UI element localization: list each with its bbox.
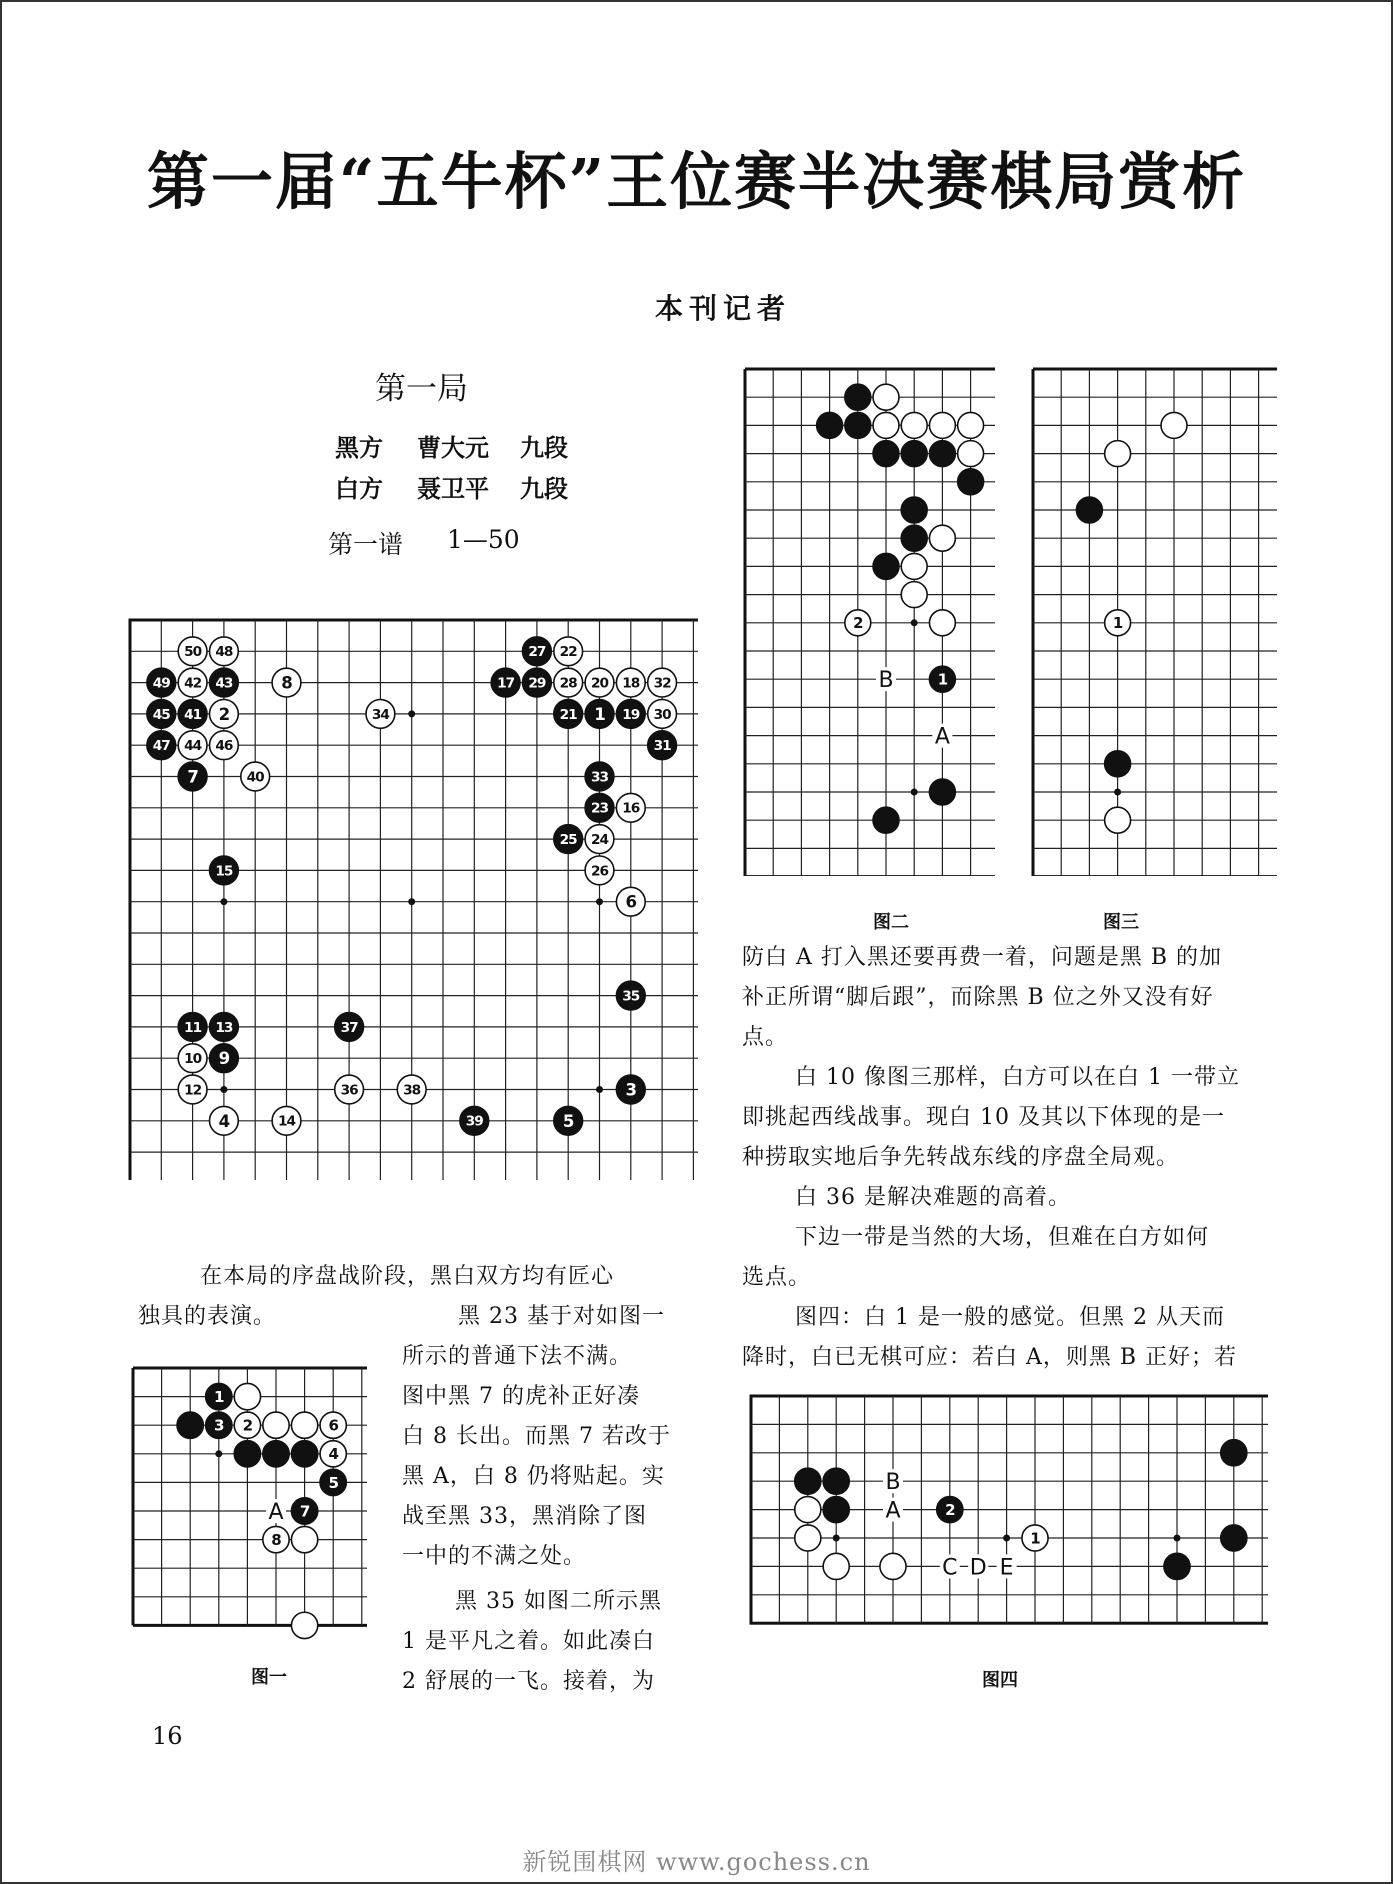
text-line: 白 36 是解决难题的高着。	[795, 1185, 1071, 1210]
white-stone	[901, 412, 927, 438]
text-line: 一中的不满之处。	[402, 1544, 587, 1569]
stone-move-number: 47	[152, 738, 170, 755]
white-side-label: 白方	[335, 474, 383, 503]
black-stone	[1164, 1553, 1190, 1579]
text-line: 补正所谓“脚后跟”，而除黑 B 位之外又没有好	[742, 985, 1214, 1010]
text-line: 黑 23 基于对如图一	[458, 1304, 665, 1329]
white-stone	[873, 412, 899, 438]
text-line: 图中黑 7 的虎补正好凑	[402, 1384, 640, 1409]
figure-4-go-board	[748, 1393, 1268, 1636]
star-point	[1114, 789, 1121, 796]
white-stone	[1105, 441, 1131, 467]
white-stone	[958, 441, 984, 467]
stone-move-number: 1	[594, 704, 605, 724]
black-stone	[929, 441, 955, 467]
text-line: 1 是平凡之着。如此凑白	[402, 1629, 655, 1654]
white-stone	[234, 1383, 260, 1409]
stone-move-number: 43	[215, 675, 233, 692]
stone-move-number: 7	[187, 767, 198, 787]
stone-move-number: 1	[1112, 614, 1123, 633]
text-line: 图四：白 1 是一般的感觉。但黑 2 从天而	[795, 1305, 1225, 1330]
black-stone	[823, 1468, 849, 1494]
board-mark-label: A	[885, 1498, 901, 1524]
black-stone	[873, 441, 899, 467]
black-stone	[177, 1412, 203, 1438]
stone-move-number: 28	[559, 675, 577, 692]
text-line: 下边一带是当然的大场，但难在白方如何	[795, 1225, 1210, 1250]
black-stone	[901, 525, 927, 551]
stone-move-number: 4	[328, 1445, 338, 1464]
stone-move-number: 42	[184, 675, 202, 692]
star-point	[408, 898, 415, 905]
white-stone	[929, 412, 955, 438]
stone-move-number: 24	[590, 832, 609, 849]
board-mark-label: A	[268, 1500, 284, 1525]
board-mark-label: E	[999, 1555, 1014, 1581]
white-stone	[1161, 412, 1187, 438]
black-stone	[901, 497, 927, 523]
white-stone	[958, 412, 984, 438]
stone-move-number: 32	[653, 675, 671, 692]
stone-move-number: 4	[218, 1111, 230, 1131]
black-stone	[817, 412, 843, 438]
stone-move-number: 6	[625, 892, 637, 912]
stone-move-number: 11	[184, 1019, 202, 1036]
text-line: 独具的表演。	[138, 1304, 277, 1329]
stone-move-number: 22	[559, 644, 577, 661]
stone-move-number: 23	[590, 800, 609, 817]
stone-move-number: 26	[590, 863, 609, 880]
text-line: 白 10 像图三那样，白方可以在白 1 一带立	[795, 1065, 1240, 1090]
white-stone	[929, 610, 955, 636]
white-stone	[291, 1412, 317, 1438]
game-title: 第一局	[375, 371, 468, 407]
stone-move-number: 45	[152, 706, 170, 723]
figure-3-go-board	[1030, 366, 1280, 876]
stone-move-number: 44	[184, 738, 202, 755]
star-point	[215, 1450, 222, 1457]
black-stone	[958, 469, 984, 495]
stone-move-number: 31	[653, 738, 671, 755]
stone-move-number: 34	[371, 706, 389, 723]
article-title: 第一届“五牛杯”王位赛半决赛棋局赏析	[146, 145, 1247, 218]
star-point	[220, 898, 227, 905]
page-number: 16	[152, 1722, 183, 1750]
board-mark-label: B	[885, 1470, 901, 1496]
black-stone	[1221, 1440, 1247, 1466]
black-stone	[873, 807, 899, 833]
stone-move-number: 18	[622, 675, 640, 692]
board-mark-label: B	[878, 668, 894, 694]
stone-move-number: 30	[653, 706, 671, 723]
text-line: 所示的普通下法不满。	[402, 1344, 633, 1369]
stone-move-number: 48	[215, 644, 233, 661]
black-stone	[845, 412, 871, 438]
stone-move-number: 8	[271, 1531, 281, 1550]
white-stone	[823, 1553, 849, 1579]
stone-move-number: 1	[1030, 1529, 1040, 1548]
black-stone	[291, 1441, 317, 1467]
text-line: 白 8 长出。而黑 7 若改于	[402, 1424, 671, 1449]
text-line: 在本局的序盘战阶段，黑白双方均有匠心	[200, 1264, 615, 1289]
stone-move-number: 35	[622, 988, 640, 1005]
stone-move-number: 46	[215, 738, 233, 755]
black-stone	[795, 1468, 821, 1494]
stone-move-number: 3	[625, 1080, 637, 1100]
stone-move-number: 1	[937, 670, 948, 689]
stone-move-number: 15	[215, 863, 233, 880]
white-stone	[795, 1525, 821, 1551]
board-mark-label: C	[942, 1555, 958, 1581]
stone-move-number: 2	[945, 1501, 955, 1520]
stone-move-number: 12	[184, 1082, 202, 1099]
star-point	[833, 1535, 840, 1542]
text-line: 种捞取实地后争先转战东线的序盘全局观。	[742, 1145, 1180, 1170]
white-stone	[929, 525, 955, 551]
stone-move-number: 3	[214, 1416, 224, 1435]
stone-move-number: 41	[184, 706, 202, 723]
black-stone	[901, 441, 927, 467]
stone-move-number: 7	[299, 1502, 310, 1521]
stone-move-number: 49	[152, 675, 170, 692]
stone-move-number: 38	[403, 1082, 421, 1099]
star-point	[911, 789, 918, 796]
black-stone	[823, 1497, 849, 1523]
black-stone	[873, 553, 899, 579]
black-stone	[845, 384, 871, 410]
stone-move-number: 40	[246, 769, 264, 786]
figure-1-caption: 图一	[251, 1667, 287, 1688]
stone-move-number: 29	[528, 675, 546, 692]
stone-move-number: 2	[242, 1416, 253, 1435]
star-point	[911, 619, 918, 626]
stone-move-number: 8	[281, 673, 292, 693]
white-stone	[795, 1497, 821, 1523]
board-mark-label: A	[934, 724, 950, 750]
text-line: 防白 A 打入黑还要再费一着，问题是黑 B 的加	[742, 945, 1223, 970]
article-byline: 本刊记者	[655, 292, 792, 325]
black-stone	[929, 779, 955, 805]
text-line: 降时，白已无棋可应：若白 A，则黑 B 正好；若	[742, 1345, 1238, 1370]
star-point	[1174, 1535, 1181, 1542]
white-stone	[1105, 807, 1131, 833]
kifu-series-label: 第一谱	[328, 530, 404, 559]
white-stone	[880, 1553, 906, 1579]
white-stone	[291, 1526, 317, 1552]
stone-move-number: 36	[340, 1082, 358, 1099]
stone-move-number: 6	[328, 1416, 338, 1435]
white-stone	[263, 1412, 289, 1438]
stone-move-number: 2	[218, 704, 230, 724]
stone-move-number: 20	[590, 675, 609, 692]
text-line: 黑 35 如图二所示黑	[455, 1589, 662, 1614]
stone-move-number: 19	[622, 706, 640, 723]
star-point	[408, 710, 415, 717]
white-stone	[873, 384, 899, 410]
stone-move-number: 5	[328, 1473, 338, 1492]
star-point	[596, 898, 603, 905]
white-stone	[901, 582, 927, 608]
figure-2-go-board	[742, 366, 998, 876]
stone-move-number: 37	[340, 1019, 358, 1036]
black-stone	[234, 1441, 260, 1467]
text-line: 即挑起西线战事。现白 10 及其以下体现的是一	[742, 1105, 1225, 1130]
star-point	[1003, 1535, 1010, 1542]
kifu-move-range: 1—50	[447, 525, 520, 554]
white-player-name: 聂卫平	[417, 474, 489, 503]
stone-move-number: 13	[215, 1019, 233, 1036]
text-line: 黑 A，白 8 仍将贴起。实	[402, 1464, 665, 1489]
stone-move-number: 1	[214, 1388, 224, 1407]
stone-move-number: 27	[528, 644, 546, 661]
stone-move-number: 14	[277, 1113, 296, 1130]
stone-move-number: 21	[559, 706, 577, 723]
black-side-label: 黑方	[335, 433, 383, 462]
main-go-board	[118, 606, 698, 1180]
stone-move-number: 9	[218, 1049, 230, 1069]
stone-move-number: 16	[622, 800, 640, 817]
figure-4-caption: 图四	[982, 1670, 1018, 1691]
white-stone	[291, 1612, 317, 1638]
stone-move-number: 5	[562, 1111, 574, 1131]
stone-move-number: 17	[497, 675, 515, 692]
star-point	[220, 1086, 227, 1093]
board-mark-label: D	[969, 1555, 987, 1581]
black-player-name: 曹大元	[417, 433, 489, 462]
stone-move-number: 50	[184, 644, 202, 661]
text-line: 点。	[742, 1025, 789, 1050]
white-player-rank: 九段	[520, 474, 568, 503]
stone-move-number: 10	[184, 1051, 202, 1068]
text-line: 选点。	[742, 1265, 812, 1290]
text-line: 战至黑 33，黑消除了图	[402, 1504, 647, 1529]
stone-move-number: 33	[590, 769, 609, 786]
black-player-rank: 九段	[520, 433, 568, 462]
star-point	[596, 1086, 603, 1093]
black-stone	[263, 1441, 289, 1467]
board-grid	[1033, 369, 1277, 876]
black-stone	[1076, 497, 1102, 523]
figure-2-caption: 图二	[873, 912, 909, 933]
footer-watermark: 新锐围棋网 www.gochess.cn	[522, 1848, 871, 1876]
black-stone	[1105, 751, 1131, 777]
text-line: 2 舒展的一飞。接着，为	[402, 1669, 655, 1694]
figure-3-caption: 图三	[1103, 912, 1139, 933]
stone-move-number: 25	[559, 832, 577, 849]
figure-1-go-board	[130, 1365, 370, 1640]
black-stone	[1221, 1525, 1247, 1551]
stone-move-number: 2	[853, 614, 863, 633]
stone-move-number: 39	[465, 1113, 483, 1130]
white-stone	[901, 553, 927, 579]
